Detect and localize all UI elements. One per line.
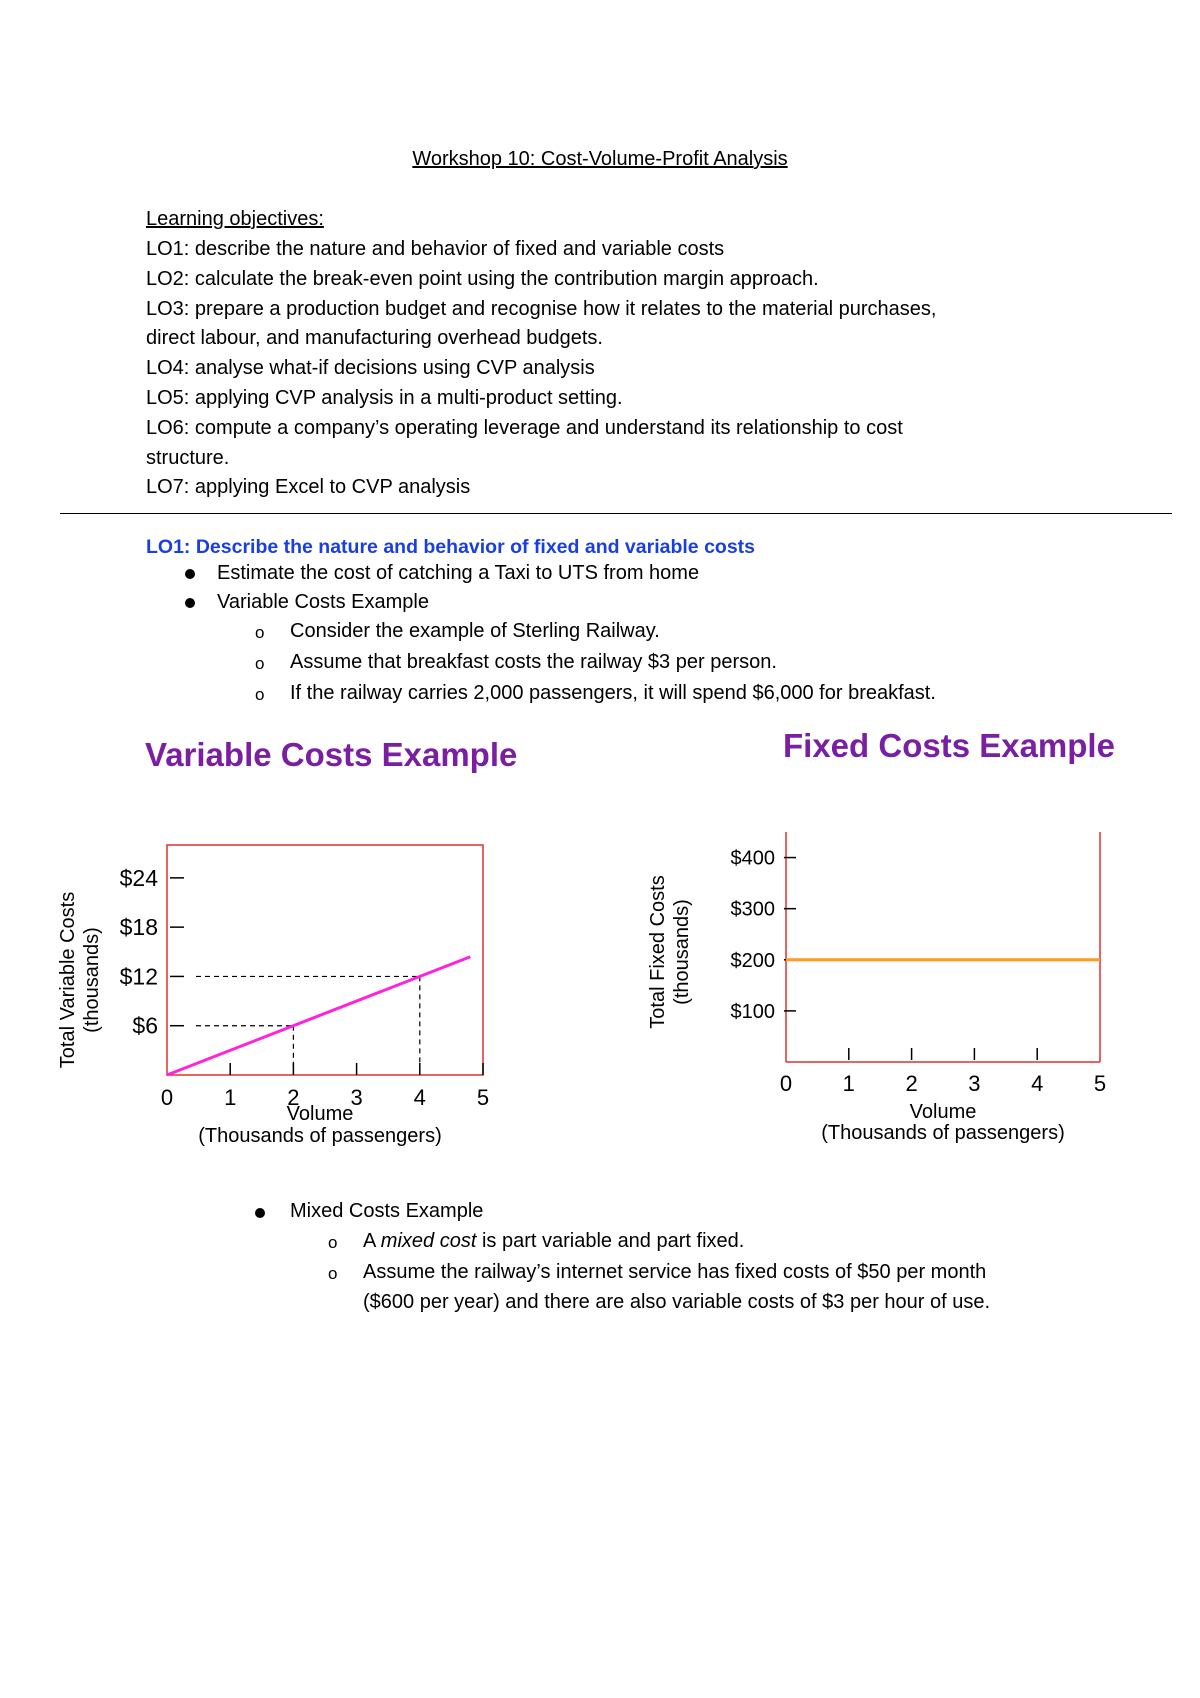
bullet-dot-icon bbox=[185, 569, 195, 579]
objective-item: LO7: applying Excel to CVP analysis bbox=[146, 476, 471, 499]
objective-item: direct labour, and manufacturing overhead budgets. bbox=[146, 327, 603, 350]
variable-ylabel-line2: (thousands) bbox=[81, 927, 103, 1033]
fixed-y-tick-label: $400 bbox=[730, 847, 775, 870]
variable-plot-frame bbox=[167, 845, 483, 1075]
variable-xlabel-line1: Volume bbox=[286, 1103, 354, 1125]
sub-bullet-item: Consider the example of Sterling Railway. bbox=[290, 620, 660, 642]
bullet-dot-icon bbox=[185, 598, 195, 608]
mixed-text-prefix: A bbox=[363, 1230, 381, 1252]
variable-y-tick-label: $24 bbox=[119, 864, 158, 891]
variable-ylabel-line1: Total Variable Costs bbox=[57, 891, 79, 1069]
objective-item: LO3: prepare a production budget and recognise how it relates to the material purchases, bbox=[146, 297, 937, 320]
fixed-xlabel-line2: (Thousands of passengers) bbox=[821, 1122, 1065, 1144]
fixed-ylabel-line1: Total Fixed Costs bbox=[647, 875, 669, 1029]
fixed-ylabel-line2: (thousands) bbox=[671, 899, 693, 1005]
sub-bullet-marker: o bbox=[328, 1264, 338, 1283]
variable-cost-line bbox=[167, 957, 470, 1075]
variable-y-tick-label: $6 bbox=[132, 1012, 158, 1039]
fixed-y-tick-label: $100 bbox=[730, 1000, 775, 1023]
variable-chart-title: Variable Costs Example bbox=[145, 736, 518, 773]
mixed-cost-emphasis: mixed cost bbox=[380, 1230, 477, 1252]
fixed-x-tick-label: 2 bbox=[905, 1071, 918, 1096]
bullet-dot-icon bbox=[255, 1208, 265, 1218]
fixed-x-tick-label: 3 bbox=[968, 1071, 981, 1096]
variable-x-tick-label: 1 bbox=[224, 1085, 237, 1110]
sub-bullet-marker: o bbox=[255, 685, 265, 704]
variable-x-tick-label: 4 bbox=[413, 1085, 426, 1110]
mixed-bullet-item: Mixed Costs Example bbox=[290, 1200, 484, 1222]
fixed-costs-chart bbox=[620, 800, 1180, 1150]
horizontal-divider bbox=[60, 513, 1172, 514]
mixed-sub-bullet-item bbox=[363, 1230, 744, 1253]
document-title: Workshop 10: Cost-Volume-Profit Analysis bbox=[412, 148, 788, 170]
section-heading: LO1: Describe the nature and behavior of fixed and variable costs bbox=[146, 536, 756, 558]
objective-item: LO4: analyse what-if decisions using CVP analysis bbox=[146, 357, 595, 380]
variable-chart-ylabel bbox=[57, 892, 103, 1068]
objective-item: LO1: describe the nature and behavior of fixed and variable costs bbox=[146, 238, 725, 260]
objective-item: structure. bbox=[146, 446, 230, 469]
objectives-heading: Learning objectives: bbox=[146, 208, 324, 230]
sub-bullet-marker: o bbox=[255, 623, 265, 642]
variable-x-tick-label: 2 bbox=[287, 1085, 300, 1110]
fixed-y-tick-label: $200 bbox=[730, 949, 775, 972]
variable-xlabel-line2: (Thousands of passengers) bbox=[198, 1125, 442, 1147]
sub-bullet-item: If the railway carries 2,000 passengers, it will spend $6,000 for breakfast. bbox=[290, 682, 936, 704]
mixed-sub-bullet-item: Assume the railway’s internet service has fixed costs of $50 per month bbox=[363, 1261, 987, 1283]
bullet-item: Variable Costs Example bbox=[217, 591, 429, 613]
mixed-sub-bullet-continuation: ($600 per year) and there are also variable costs of $3 per hour of use. bbox=[363, 1291, 991, 1313]
variable-y-tick-label: $12 bbox=[119, 963, 158, 990]
variable-x-tick-label: 3 bbox=[350, 1085, 363, 1110]
variable-x-tick-label: 0 bbox=[160, 1085, 174, 1110]
variable-costs-chart bbox=[0, 800, 600, 1160]
fixed-chart-title: Fixed Costs Example bbox=[783, 727, 1115, 764]
fixed-x-tick-label: 0 bbox=[779, 1071, 793, 1096]
variable-x-tick-label: 5 bbox=[476, 1085, 490, 1110]
fixed-x-tick-label: 5 bbox=[1093, 1071, 1107, 1096]
variable-y-tick-label: $18 bbox=[119, 914, 158, 941]
mixed-text-suffix: is part variable and part fixed. bbox=[476, 1230, 745, 1252]
objectives-list bbox=[146, 235, 1046, 503]
objective-item: LO6: compute a company’s operating leverage and understand its relationship to cost bbox=[146, 416, 903, 439]
fixed-x-tick-label: 4 bbox=[1031, 1071, 1044, 1096]
fixed-xlabel-line1: Volume bbox=[909, 1101, 977, 1123]
fixed-x-tick-label: 1 bbox=[842, 1071, 855, 1096]
fixed-y-tick-label: $300 bbox=[730, 898, 775, 921]
objective-item: LO5: applying CVP analysis in a multi-product setting. bbox=[146, 386, 623, 409]
sub-bullet-marker: o bbox=[255, 654, 265, 673]
objective-item: LO2: calculate the break-even point using the contribution margin approach. bbox=[146, 267, 819, 290]
sub-bullet-item: Assume that breakfast costs the railway $3 per person. bbox=[290, 651, 777, 673]
bullet-item: Estimate the cost of catching a Taxi to UTS from home bbox=[217, 562, 700, 584]
fixed-chart-ylabel bbox=[647, 875, 693, 1028]
sub-bullet-marker: o bbox=[328, 1233, 338, 1252]
